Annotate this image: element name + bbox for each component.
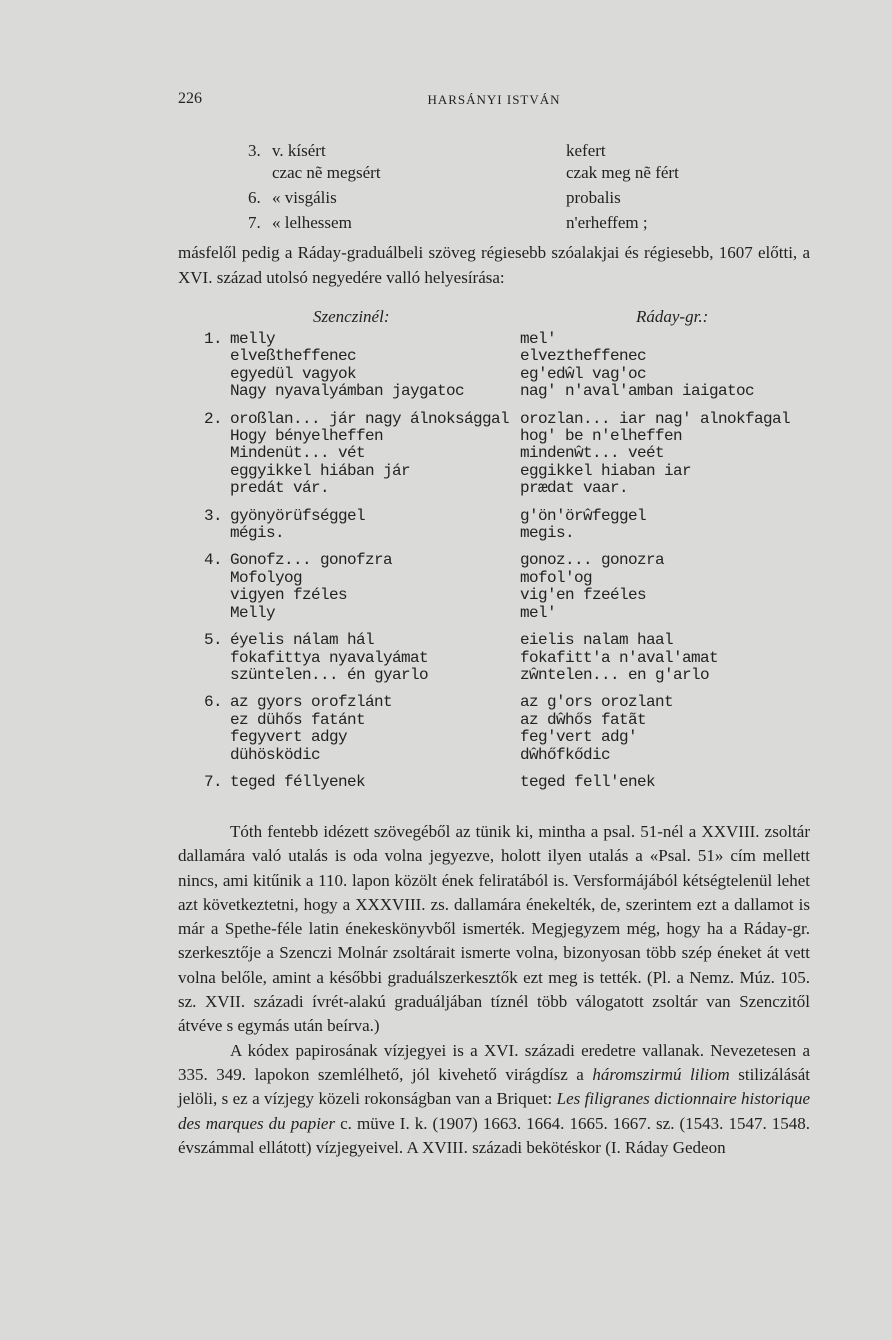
szenczi-lines <box>230 331 520 401</box>
italic-term: háromszirmú liliom <box>592 1064 730 1084</box>
verse-line: vigyen fzéles <box>230 586 348 605</box>
verse-line: egyedül vagyok <box>230 364 357 383</box>
verse-line: melly <box>230 330 276 348</box>
verse-line: oroßlan... jár nagy álnoksággal <box>230 409 510 428</box>
verse-line: mégis. <box>230 524 285 543</box>
szenczi-lines <box>230 552 520 622</box>
right-column-heading: Ráday-gr.: <box>636 307 709 326</box>
verse-line: teged féllyenek <box>230 772 366 791</box>
verse-line: az g'ors orozlant <box>520 693 674 712</box>
verse-line: dühösködic <box>230 745 321 764</box>
verse-line: Mofolyog <box>230 568 303 587</box>
szenczi-lines <box>230 694 520 764</box>
verse-line: Mindenüt... vét <box>230 444 366 463</box>
line-number: 7. <box>248 213 261 232</box>
comparison-row <box>248 187 748 209</box>
verse-line: éyelis nálam hál <box>230 631 375 650</box>
verse-line: vig'en fzeéles <box>520 586 647 605</box>
verse-line: szüntelen... én gyarlo <box>230 665 429 684</box>
comparison-row <box>248 162 748 184</box>
verse-line: orozlan... iar nag' alnokfagal <box>520 409 791 428</box>
verse-line: elveßtheffenec <box>230 347 357 366</box>
verse-line: hog' be n'elheffen <box>520 427 683 446</box>
page-number: 226 <box>178 90 202 107</box>
right-reading: kefert <box>566 141 606 160</box>
right-reading: czak meg nẽ fért <box>566 163 679 182</box>
right-reading: n'erheffem ; <box>566 213 648 232</box>
verse-line: mel' <box>520 330 557 348</box>
raday-lines <box>520 331 754 401</box>
szenczi-lines <box>230 774 520 791</box>
verse-line: zŵntelen... en g'arlo <box>520 665 710 684</box>
verse-group <box>204 632 804 684</box>
verse-line: az gyors orofzlánt <box>230 693 393 712</box>
raday-lines <box>520 508 646 543</box>
verse-number: 5. <box>204 631 223 650</box>
verse-number: 6. <box>204 693 223 712</box>
verse-line: Gonofz... gonofzra <box>230 551 393 570</box>
verse-line: az dŵhős fatãt <box>520 710 647 729</box>
verse-number: 7. <box>204 772 223 791</box>
page-header <box>178 90 810 112</box>
verse-number: 2. <box>204 409 223 428</box>
paragraph: Tóth fentebb idézett szövegéből az tünik ki, mintha a psal. 51-nél a XXVIII. zsoltár dallamára való utalás is oda volna jegyezve, holott ilyen utalás a «Psal. 51» cím mellett nincs, ami kitűnik a 110. lapon közölt ének feliratából is. Versformájából kétségtelenül lehet azt következtetni, hogy a XXXVIII. zs. dallamára énekelték, de, szerintem ezt a dallamot is már a Spethe-féle latin énekeskönyvből ismerték. Megjegyzem még, hogy ha a Ráday-gr. szerkesztője a Szenczi Molnár zsoltárait ismerte volna, bizonyosan több szép éneket át vett volna belőle, amint a későbbi graduálszerkesztők ezt meg is tették. (Pl. a Nemz. Múz. 105. sz. XVII. századi ívrét-alakú graduáljában tíznél több válogatott zsoltár van Szenczitől átvéve s egymás után beírva.) <box>178 822 810 1036</box>
verse-line: nag' n'aval'amban iaigatoc <box>520 382 755 401</box>
verse-line: mofol'og <box>520 568 593 587</box>
right-reading: probalis <box>566 188 621 207</box>
left-reading: v. kísért <box>272 141 326 160</box>
line-number: 6. <box>248 188 261 207</box>
verse-line: prædat vaar. <box>520 479 629 498</box>
szenczi-lines <box>230 508 520 543</box>
szenczi-lines <box>230 632 520 684</box>
verse-line: g'ön'örŵfeggel <box>520 506 647 525</box>
verse-line: Melly <box>230 603 276 622</box>
left-reading: « visgális <box>272 188 337 207</box>
verse-group <box>204 694 804 764</box>
left-reading: « lelhessem <box>272 213 352 232</box>
intro-paragraph <box>178 240 810 290</box>
verse-line: predát vár. <box>230 479 330 498</box>
verse-group <box>204 331 804 401</box>
verse-group <box>204 774 804 791</box>
italic-title: Les filigranes dictionnaire historique des marques du papier <box>178 1089 811 1133</box>
verse-line: gonoz... gonozra <box>520 551 665 570</box>
running-head: HARSÁNYI ISTVÁN <box>427 92 561 107</box>
raday-lines <box>520 632 718 684</box>
line-number: 3. <box>248 141 261 160</box>
verse-line: mel' <box>520 603 557 622</box>
verse-line: eielis nalam haal <box>520 631 674 650</box>
verse-group <box>204 508 804 543</box>
text-run: c. müve I. k. (1907) 1663. 1664. 1665. 1667. sz. (1543. 1547. 1548. évszámmal ellátott) vízjegyeivel. A XVIII. századi bekötéskor (I. Ráday Gedeon <box>178 1113 810 1157</box>
verse-line: fokafittya nyavalyámat <box>230 648 429 667</box>
verse-line: eggikkel hiaban iar <box>520 461 692 480</box>
comparison-table <box>248 140 748 234</box>
verse-line: Nagy nyavalyámban jaygatoc <box>230 382 465 401</box>
paragraph-text: másfelől pedig a Ráday-graduálbeli szöveg régiesebb szóalakjai és régiesebb, 1607 előtti, a XVI. század utolsó negyedére valló helyesírása: <box>178 243 810 287</box>
verse-number: 4. <box>204 551 223 570</box>
raday-lines <box>520 774 655 791</box>
verse-line: mindenŵt... veét <box>520 444 665 463</box>
verse-line: ez dühős fatánt <box>230 710 366 729</box>
verse-line: fegyvert adgy <box>230 728 348 747</box>
verse-line: Hogy bényelheffen <box>230 427 384 446</box>
verse-group <box>204 411 804 498</box>
raday-lines <box>520 552 664 622</box>
text-run: A kódex papirosának vízjegyei is a XVI. századi eredetre vallanak. Nevezetesen a 335. 349. lapokon szemlélhető, jól kivehető virágdísz a <box>178 1040 810 1084</box>
left-reading: czac nẽ megsért <box>272 163 381 182</box>
comparison-row <box>248 140 748 162</box>
body-text <box>178 820 810 1160</box>
verse-comparison <box>204 331 804 801</box>
verse-line: teged fell'enek <box>520 772 656 791</box>
left-column-heading: Szenczinél: <box>313 307 390 326</box>
verse-number: 1. <box>204 330 223 348</box>
verse-line: eg'edŵl vag'oc <box>520 364 647 383</box>
comparison-row <box>248 212 748 234</box>
verse-number: 3. <box>204 506 223 525</box>
verse-line: megis. <box>520 524 575 543</box>
raday-lines <box>520 694 673 764</box>
verse-line: eggyikkel hiában jár <box>230 461 411 480</box>
szenczi-lines <box>230 411 520 498</box>
paragraph <box>178 1039 810 1160</box>
raday-lines <box>520 411 790 498</box>
verse-group <box>204 552 804 622</box>
verse-line: dŵhőfkődic <box>520 745 611 764</box>
verse-line: elveztheffenec <box>520 347 647 366</box>
text-run: stilizálását jelöli, s ez a vízjegy közeli rokonságban van a Briquet: <box>178 1064 810 1109</box>
verse-line: gyönyörüfséggel <box>230 506 366 525</box>
verse-line: feg'vert adg' <box>520 728 638 747</box>
verse-line: fokafitt'a n'aval'amat <box>520 648 719 667</box>
